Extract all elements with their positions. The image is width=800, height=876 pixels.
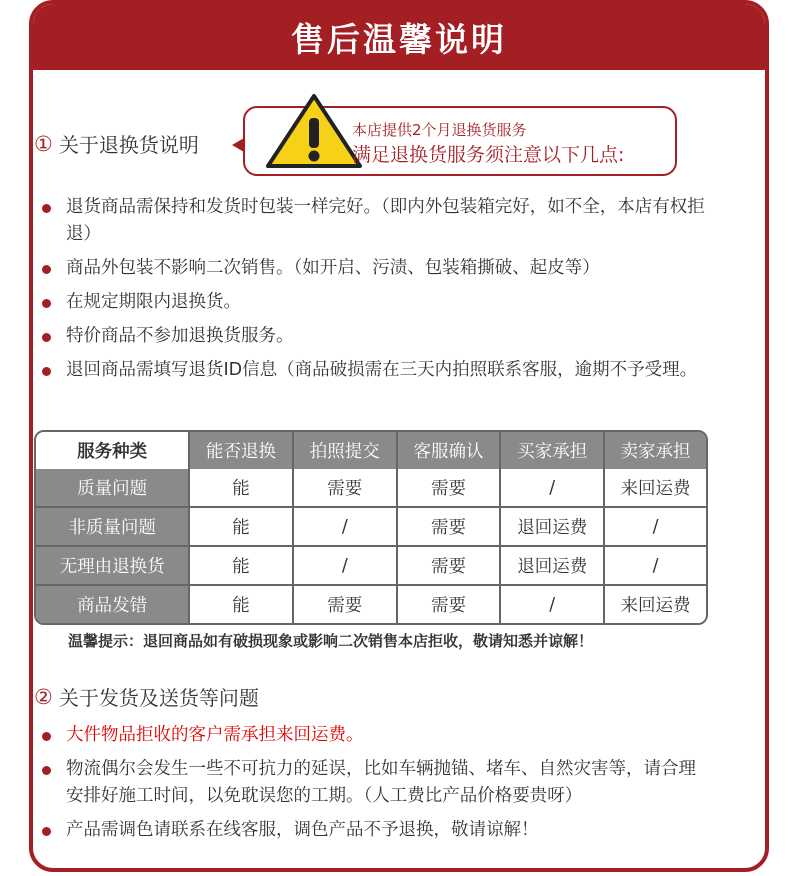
list-item: 在规定期限内退换货。 bbox=[40, 289, 710, 316]
section2-number: ② bbox=[34, 684, 53, 709]
section1-heading bbox=[34, 129, 199, 158]
table-cell: 来回运费 bbox=[605, 586, 706, 623]
list-item: 物流偶尔会发生一些不可抗力的延误，比如车辆抛锚、堵车、自然灾害等，请合理安排好施工时间，以免耽误您的工期。（人工费比产品价格要贵呀） bbox=[40, 756, 710, 810]
table-row-header: 商品发错 bbox=[36, 586, 190, 623]
table-row bbox=[36, 586, 706, 623]
list-item: 退回商品需填写退货ID信息（商品破损需在三天内拍照联系客服，逾期不予受理。 bbox=[40, 357, 710, 384]
bullet-dot-icon bbox=[42, 299, 51, 308]
section1-title: 关于退换货说明 bbox=[58, 133, 199, 157]
table-cell: 能 bbox=[190, 547, 294, 586]
table-row bbox=[36, 547, 706, 586]
table-cell: / bbox=[501, 469, 605, 508]
table-cell: 需要 bbox=[398, 469, 502, 508]
bullet-dot-icon bbox=[42, 265, 51, 274]
table-cell: 需要 bbox=[398, 586, 502, 623]
table-cell: / bbox=[605, 547, 706, 586]
table-header-cell: 卖家承担 bbox=[605, 432, 706, 469]
bullet-dot-icon bbox=[42, 333, 51, 342]
page-title: 售后温馨说明 bbox=[33, 4, 765, 70]
list-item: 退货商品需保持和发货时包装一样完好。（即内外包装箱完好，如不全，本店有权拒退） bbox=[40, 194, 710, 248]
table-row bbox=[36, 469, 706, 508]
table-row bbox=[36, 508, 706, 547]
list-item: 大件物品拒收的客户需承担来回运费。 bbox=[40, 722, 710, 749]
table-cell: 需要 bbox=[294, 469, 398, 508]
callout-line2: 满足退换货服务须注意以下几点: bbox=[352, 144, 625, 166]
table-header-row bbox=[36, 432, 706, 469]
table-cell: 能 bbox=[190, 586, 294, 623]
section2-bullet-list bbox=[40, 722, 710, 851]
table-row-header: 质量问题 bbox=[36, 469, 190, 508]
section1-bullet-list bbox=[40, 194, 710, 391]
table-cell: / bbox=[605, 508, 706, 547]
table-cell: 需要 bbox=[294, 586, 398, 623]
warning-triangle-icon bbox=[264, 92, 364, 170]
table-header-cell: 能否退换 bbox=[190, 432, 294, 469]
table-cell: 需要 bbox=[398, 508, 502, 547]
bullet-dot-icon bbox=[42, 827, 51, 836]
bullet-dot-icon bbox=[42, 766, 51, 775]
table-cell: 退回运费 bbox=[501, 508, 605, 547]
table-row-header: 无理由退换货 bbox=[36, 547, 190, 586]
table-cell: 能 bbox=[190, 508, 294, 547]
section2-heading bbox=[34, 682, 259, 711]
bullet-dot-icon bbox=[42, 367, 51, 376]
table-cell: 来回运费 bbox=[605, 469, 706, 508]
bullet-dot-icon bbox=[42, 732, 51, 741]
warm-tip: 温馨提示：退回商品如有破损现象或影响二次销售本店拒收，敬请知悉并谅解！ bbox=[68, 632, 594, 650]
table-cell: 能 bbox=[190, 469, 294, 508]
bullet-dot-icon bbox=[42, 204, 51, 213]
section1-number: ① bbox=[34, 131, 53, 156]
service-table bbox=[34, 430, 708, 625]
table-header-cell: 服务种类 bbox=[36, 432, 190, 469]
list-item: 产品需调色请联系在线客服，调色产品不予退换，敬请谅解！ bbox=[40, 817, 710, 844]
callout-line1: 本店提供2个月退换货服务 bbox=[352, 121, 527, 139]
table-row-header: 非质量问题 bbox=[36, 508, 190, 547]
table-header-cell: 买家承担 bbox=[501, 432, 605, 469]
table-cell: / bbox=[294, 547, 398, 586]
list-item: 特价商品不参加退换货服务。 bbox=[40, 323, 710, 350]
table-cell: 需要 bbox=[398, 547, 502, 586]
table-header-cell: 拍照提交 bbox=[294, 432, 398, 469]
list-item: 商品外包装不影响二次销售。（如开启、污渍、包装箱撕破、起皮等） bbox=[40, 255, 710, 282]
table-cell: / bbox=[501, 586, 605, 623]
table-cell: / bbox=[294, 508, 398, 547]
section2-title: 关于发货及送货等问题 bbox=[58, 686, 259, 710]
table-header-cell: 客服确认 bbox=[398, 432, 502, 469]
table-cell: 退回运费 bbox=[501, 547, 605, 586]
